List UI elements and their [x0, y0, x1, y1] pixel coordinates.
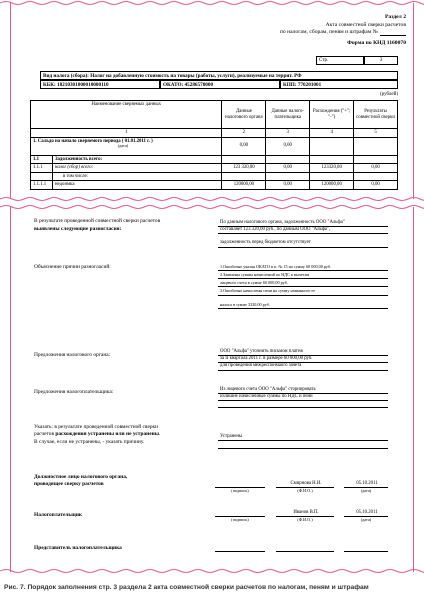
result-values — [218, 434, 388, 449]
representative-signature-field — [215, 545, 265, 552]
cell-value — [266, 172, 310, 181]
kpp-code: КПП: 770201001 — [280, 80, 398, 89]
discrepancy-line: По данным налогового органа, задолженность ООО "Альфа" — [218, 220, 388, 227]
tax-office-proposal-label: Предложения налогового органа: — [34, 352, 111, 358]
representative-label: Представитель налогоплательщика — [34, 545, 122, 551]
caption-fio: (Ф.И.О.) — [297, 488, 313, 494]
col-number: 4 — [310, 129, 354, 138]
date-caption: (дата) — [117, 143, 129, 149]
saldo-value — [310, 137, 354, 155]
row-name: недоимка — [52, 181, 221, 190]
cell-value — [266, 155, 310, 164]
taxpayer-name: Иванов В.П. — [276, 510, 334, 517]
kbk-code: КБК: 18210301000010000110 — [40, 80, 160, 89]
cell-value: 120000,00 — [222, 181, 266, 190]
section-label: Раздел 2 — [384, 14, 406, 20]
official-name: Смирнова Н.И. — [276, 481, 334, 488]
col-number: 5 — [354, 129, 398, 138]
row-number: 1.1 — [31, 155, 53, 164]
row-name: Задолженность всего: — [52, 155, 221, 164]
reasons-label: Объяснение причин разногласий: — [34, 264, 111, 270]
tax-office-proposal-values — [218, 349, 388, 371]
reconciliation-table — [30, 100, 398, 190]
col-header-tax-office: Данные налогового органа — [222, 101, 266, 129]
form-code: Форма по КНД 1160070 — [347, 40, 406, 46]
reason-line: лицевого счета в сумме 60 000,00 руб. — [218, 279, 388, 287]
discrepancy-line: составляет 123 320,00 руб., по данным ООО "Альфа", — [218, 227, 388, 234]
taxpayer-signature-field — [215, 510, 265, 522]
taxpayer-label: Налогоплательщик — [34, 512, 83, 518]
saldo-section-cell — [31, 137, 222, 155]
bottom-tear-edge — [0, 568, 424, 574]
saldo-value — [354, 137, 398, 155]
table-row — [31, 164, 398, 173]
discrepancy-line: задолженность перед бюджетом отсутствует — [218, 240, 388, 247]
cell-value: 123 320,00 — [222, 164, 266, 173]
caption-date: (дата) — [360, 517, 372, 523]
result-label-line1: Указать: в результате проведенной совместной сверки — [34, 424, 159, 430]
representative-date-field — [344, 545, 388, 552]
saldo-value: 0,00 — [222, 137, 266, 155]
result-value: Устранены — [218, 434, 388, 441]
act-number-field — [380, 35, 406, 36]
cell-value — [354, 172, 398, 181]
cell-value: 0,00 — [266, 181, 310, 190]
taxpayer-date-field — [344, 510, 388, 522]
result-label-prefix: расчетов — [34, 431, 56, 438]
discrepancies-label-1: В результате проведенной совместной сверки расчетов — [34, 218, 161, 224]
result-label — [34, 424, 219, 446]
col-number: 3 — [266, 129, 310, 138]
row-name: в том числе: — [52, 172, 221, 181]
col-number: 2 — [222, 129, 266, 138]
page-number: 3 — [364, 56, 398, 65]
table-row — [31, 155, 398, 164]
taxpayer-name-field — [276, 510, 334, 522]
result-blank-line — [218, 441, 388, 449]
col-header-name: Наименование сверяемых данных — [31, 101, 222, 129]
cell-value: 0,00 — [354, 181, 398, 190]
taxpayer-date: 05.10.2011 — [344, 510, 388, 517]
taxpayer-proposal-values — [218, 387, 388, 408]
table-row — [31, 172, 398, 181]
caption-fio: (Ф.И.О.) — [297, 517, 313, 523]
tax-type: Вид налога (сбора): Налог на добавленную стоимость на товары (работы, услуги), реализуемые на террит. РФ — [40, 71, 398, 80]
saldo-section-title: 1. Сальдо на начало сверяемого периода ( 01.01.2011 г. ) — [33, 138, 153, 144]
cell-value: 0,00 — [266, 164, 310, 173]
official-label-line1: Должностное лицо налогового органа, — [34, 474, 128, 480]
row-number — [31, 172, 53, 181]
caption-sign: (подпись) — [231, 488, 249, 493]
result-label-emphasis: расхождения устранены или не устранены — [55, 431, 159, 438]
col-header-discrepancy: Расхождения ("+"; "-") — [310, 101, 354, 129]
proposal-line: ООО "Альфа" уточнить письмом платеж — [218, 349, 388, 356]
proposal-blank-line — [218, 401, 388, 408]
result-label-line2 — [34, 431, 219, 438]
taxpayer-proposal-label: Предложения налогоплательщика: — [34, 389, 114, 395]
cell-value — [310, 155, 354, 164]
act-title-line1: Акта совместной сверки расчетов — [325, 22, 406, 28]
cell-value — [222, 172, 266, 181]
cell-value: 0,00 — [354, 164, 398, 173]
proposal-line: за II квартала 2011 г. в размере 60 000,00 руб. — [218, 356, 388, 363]
caption-sign: (подпись) — [231, 517, 249, 522]
discrepancies-label-2: выявлены следующие разногласия: — [34, 226, 122, 232]
row-number: 1.1.1 — [31, 164, 53, 173]
official-label — [34, 474, 127, 489]
proposal-line: Из лицевого счета ООО "Альфа" сторнировать — [218, 387, 388, 394]
cell-value — [354, 155, 398, 164]
cell-value: 123320,00 — [310, 164, 354, 173]
official-signature-field — [215, 481, 265, 493]
row-number: 1.1.1.1 — [31, 181, 53, 190]
cell-value — [310, 172, 354, 181]
official-label-line2: проводящее сверку расчетов — [34, 481, 104, 488]
proposal-line: излишне начисленные суммы по НДС и пени — [218, 394, 388, 401]
proposal-line: для проведения межреспонмаого зачета — [218, 363, 388, 370]
col-number: 1 — [31, 129, 222, 138]
reason-line: налога в сумме 3320,00 руб. — [218, 301, 388, 309]
page-label: Стр. — [316, 56, 364, 65]
official-name-field — [276, 481, 334, 493]
result-label-suffix: . — [159, 431, 161, 438]
okato-code: ОКАТО: 45286570000 — [160, 80, 280, 89]
col-header-taxpayer: Данные налого-плательщика — [266, 101, 310, 129]
reasons-values — [218, 263, 388, 309]
units-label: (рублей) — [379, 92, 398, 97]
discrepancies-values — [218, 220, 388, 248]
figure-caption: Рис. 7. Порядок заполнения стр. 3 раздела 2 акта совместной сверки расчетов по налогам, пеням и штрафам — [4, 584, 369, 591]
representative-name-field — [276, 545, 334, 552]
official-date: 05.10.2011 — [344, 481, 388, 488]
act-title-line2: по налогам, сборам, пеням и штрафам № — [279, 29, 378, 35]
saldo-value: 0,00 — [266, 137, 310, 155]
col-header-result: Результаты совместной сверки — [354, 101, 398, 129]
official-date-field — [344, 481, 388, 493]
row-name: налог (сбор) всего: — [52, 164, 221, 173]
cell-value: 120000,00 — [310, 181, 354, 190]
caption-date: (дата) — [360, 488, 372, 494]
middle-tear-edge-1 — [0, 196, 424, 202]
reason-line: 3.Ошибочно начислены пени на сумму названного ее — [218, 287, 388, 295]
result-label-line3: В случае, если не устранены, - указать причину. — [34, 438, 145, 445]
reason-line: 1.Ошибочно указан ОКАТО в п. № 15 на сумму 60 000,00 руб. — [218, 263, 388, 271]
table-row — [31, 181, 398, 190]
cell-value — [222, 155, 266, 164]
reason-line: 2.Заявлены суммы начислений по НДС к вычетам — [218, 271, 388, 279]
